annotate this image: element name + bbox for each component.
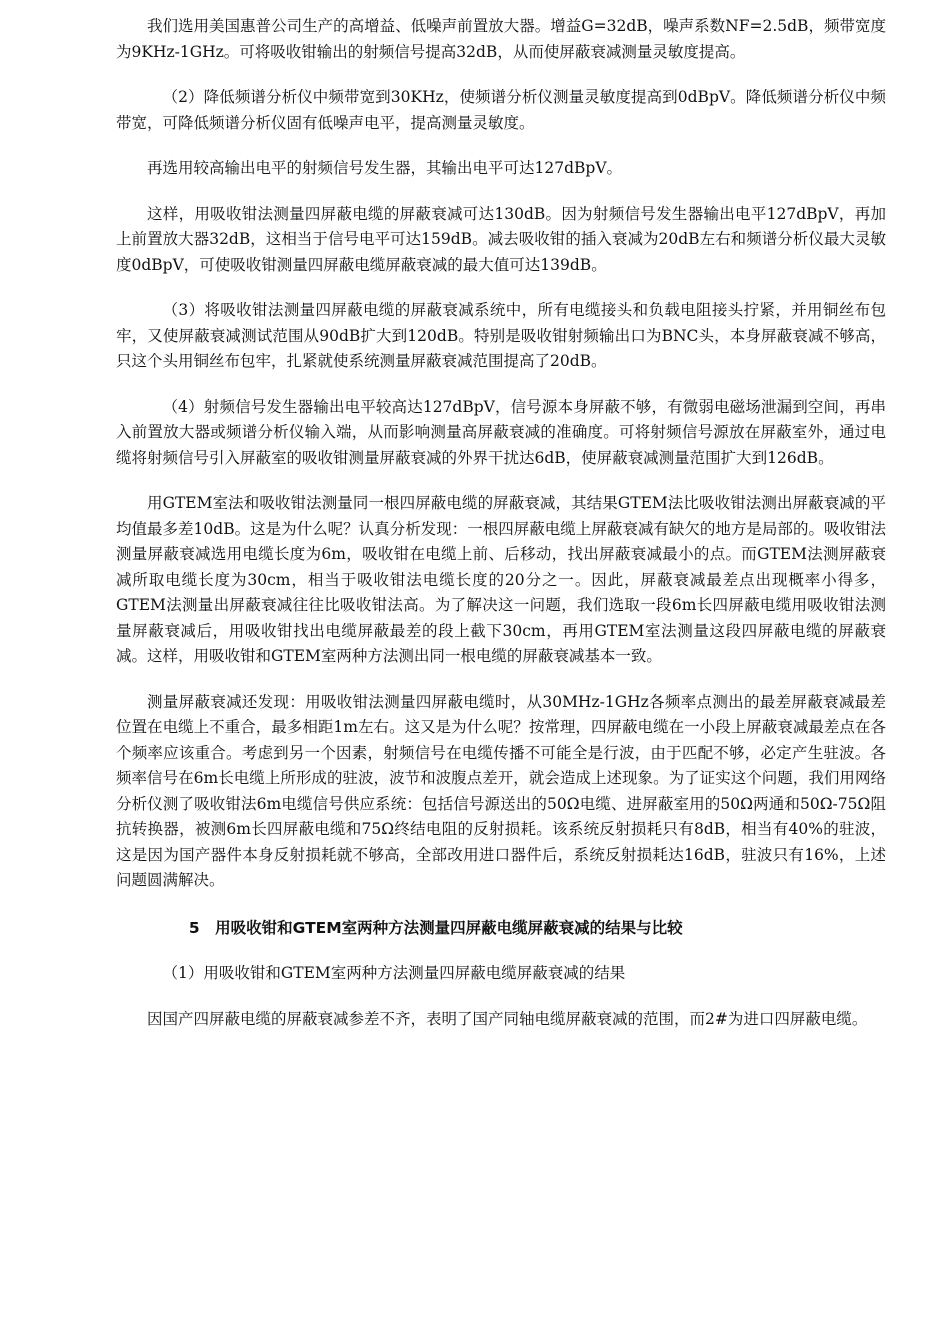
paragraph-item-3: （3）将吸收钳法测量四屏蔽电缆的屏蔽衰减系统中，所有电缆接头和负载电阻接头拧紧，并用铜丝布包牢，又使屏蔽衰减测试范围从90dB扩大到120dB。特别是吸收钳射频输出口为BNC头，本身屏蔽衰减不够高，只这个头用铜丝布包牢，扎紧就使系统测量屏蔽衰减范围提高了20dB。 bbox=[116, 301, 886, 370]
paragraph-item-4: （4）射频信号发生器输出电平较高达127dBpV，信号源本身屏蔽不够，有微弱电磁场泄漏到空间，再串入前置放大器或频谱分析仪输入端，从而影响测量高屏蔽衰减的准确度。可将射频信号源放在屏蔽室外，通过电缆将射频信号引入屏蔽室的吸收钳测量屏蔽衰减的外界干扰达6dB，使屏蔽衰减测量范围扩大到126dB。 bbox=[116, 397, 886, 467]
document-page bbox=[116, 14, 886, 1032]
paragraph-gtem-comparison: 用GTEM室法和吸收钳法测量同一根四屏蔽电缆的屏蔽衰减，其结果GTEM法比吸收钳法测出屏蔽衰减的平均值最多差10dB。这是为什么呢？认真分析发现：一根四屏蔽电缆上屏蔽衰减有缺欠的地方是局部的。吸收钳法测量屏蔽衰减选用电缆长度为6m，吸收钳在电缆上前、后移动，找出屏蔽衰减最小的点。而GTEM法测屏蔽衰减所取电缆长度为30cm，相当于吸收钳法电缆长度的20分之一。因此，屏蔽衰减最差点出现概率小得多，GTEM法测量出屏蔽衰减往往比吸收钳法高。为了解决这一问题，我们选取一段6m长四屏蔽电缆用吸收钳法测量屏蔽衰减后，用吸收钳找出电缆屏蔽最差的段上截下30cm，再用GTEM室法测量这段四屏蔽电缆的屏蔽衰减。这样，用吸收钳和GTEM室两种方法测出同一根电缆的屏蔽衰减基本一致。 bbox=[116, 494, 886, 665]
subsection-heading: （1）用吸收钳和GTEM室两种方法测量四屏蔽电缆屏蔽衰减的结果 bbox=[162, 964, 626, 982]
section-heading: 5 用吸收钳和GTEM室两种方法测量四屏蔽电缆屏蔽衰减的结果与比较 bbox=[188, 918, 683, 937]
paragraph-measurement-range: 这样，用吸收钳法测量四屏蔽电缆的屏蔽衰减可达130dB。因为射频信号发生器输出电平127dBpV，再加上前置放大器32dB，这相当于信号电平可达159dB。减去吸收钳的插入衰减为20dB左右和频谱分析仪最大灵敏度0dBpV，可使吸收钳测量四屏蔽电缆屏蔽衰减的最大值可达139dB。 bbox=[116, 204, 886, 274]
paragraph-standing-wave: 测量屏蔽衰减还发现：用吸收钳法测量四屏蔽电缆时，从30MHz-1GHz各频率点测出的最差屏蔽衰减最差位置在电缆上不重合，最多相距1m左右。这又是为什么呢？按常理，四屏蔽电缆在一小段上屏蔽衰减最差点在各个频率应该重合。考虑到另一个因素，射频信号在电缆传播不可能全是行波，由于匹配不够，必定产生驻波。各频率信号在6m长电缆上所形成的驻波，波节和波腹点差开，就会造成上述现象。为了证实这个问题，我们用网络分析仪测了吸收钳法6m电缆信号供应系统：包括信号源送出的50Ω电缆、进屏蔽室用的50Ω两通和50Ω-75Ω阻抗转换器，被测6m长四屏蔽电缆和75Ω终结电阻的反射损耗。该系统反射损耗只有8dB，相当有40%的驻波，这是因为国产器件本身反射损耗就不够高，全部改用进口器件后，系统反射损耗达16dB，驻波只有16%，上述问题圆满解决。 bbox=[116, 692, 886, 889]
paragraph-signal-generator: 再选用较高输出电平的射频信号发生器，其输出电平可达127dBpV。 bbox=[147, 159, 623, 177]
paragraph-item-2: （2）降低频谱分析仪中频带宽到30KHz，使频谱分析仪测量灵敏度提高到0dBpV。降低频谱分析仪中频带宽，可降低频谱分析仪固有低噪声电平，提高测量灵敏度。 bbox=[116, 88, 886, 132]
paragraph-closing: 因国产四屏蔽电缆的屏蔽衰减参差不齐，表明了国产同轴电缆屏蔽衰减的范围，而2#为进口四屏蔽电缆。 bbox=[147, 1009, 868, 1028]
paragraph-amplifier: 我们选用美国惠普公司生产的高增益、低噪声前置放大器。增益G=32dB，噪声系数NF=2.5dB，频带宽度为9KHz-1GHz。可将吸收钳输出的射频信号提高32dB，从而使屏蔽衰减测量灵敏度提高。 bbox=[116, 17, 886, 61]
